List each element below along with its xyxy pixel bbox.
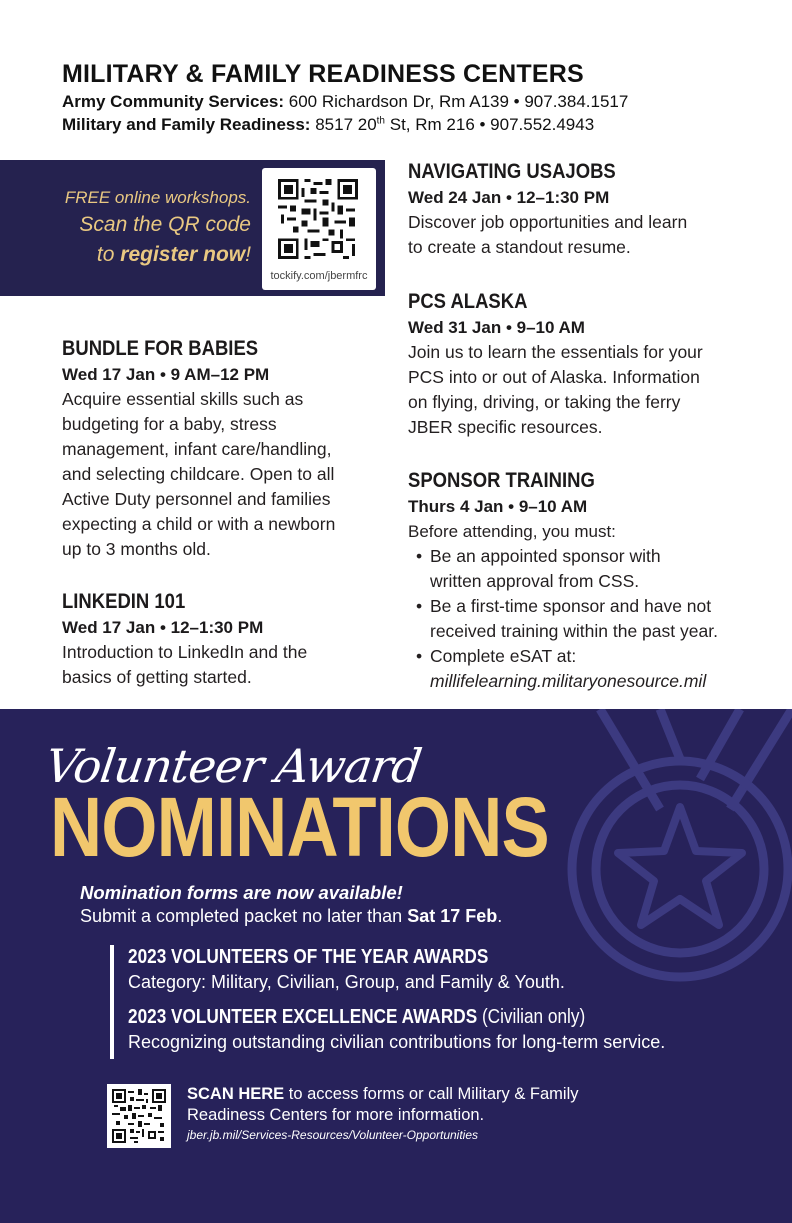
mfr-contact bbox=[62, 113, 762, 136]
register-qr-card[interactable] bbox=[262, 168, 376, 290]
scan-line-1 bbox=[187, 1084, 627, 1105]
volunteer-qr-code-icon[interactable] bbox=[107, 1084, 171, 1148]
register-now-text: register now bbox=[120, 243, 246, 266]
acs-contact bbox=[62, 90, 762, 113]
bullet-line: • Be a first-time sponsor and have not bbox=[430, 596, 712, 616]
mfr-address-post: St, Rm 216 • 907.552.4943 bbox=[389, 115, 595, 134]
page-title: MILITARY & FAMILY READINESS CENTERS bbox=[62, 60, 584, 88]
deadline-pre: Submit a completed packet no later than bbox=[80, 906, 403, 926]
qr-caption[interactable]: tockify.com/jbermfrc bbox=[270, 270, 368, 282]
description-line: to create a standout resume. bbox=[408, 237, 631, 257]
award-title-text: 2023 VOLUNTEER EXCELLENCE AWARDS bbox=[128, 1006, 478, 1028]
sponsor-requirements-list bbox=[408, 544, 788, 694]
description-line: management, infant care/handling, bbox=[62, 439, 332, 459]
event-sponsor-training bbox=[408, 467, 788, 694]
list-item bbox=[408, 644, 788, 694]
description-line: budgeting for a baby, stress bbox=[62, 414, 277, 434]
description-line: on flying, driving, or taking the ferry bbox=[408, 392, 681, 412]
promo-line-3 bbox=[11, 240, 251, 270]
bullet-line: • Be an appointed sponsor with bbox=[430, 546, 661, 566]
event-title: NAVIGATING USAJOBS bbox=[408, 160, 616, 183]
description-line: JBER specific resources. bbox=[408, 417, 603, 437]
event-title: BUNDLE FOR BABIES bbox=[62, 337, 259, 360]
description-line: basics of getting started. bbox=[62, 667, 252, 687]
description-line: Introduction to LinkedIn and the bbox=[62, 642, 308, 662]
description-line: Join us to learn the essentials for your bbox=[408, 342, 703, 362]
acs-details: 600 Richardson Dr, Rm A139 • 907.384.1517 bbox=[288, 92, 629, 111]
nominations-title: NOMINATIONS bbox=[50, 780, 549, 874]
event-date: Thurs 4 Jan • 9–10 AM bbox=[408, 497, 588, 516]
list-item bbox=[408, 594, 788, 644]
event-title: LINKEDIN 101 bbox=[62, 590, 186, 613]
event-description bbox=[62, 387, 382, 562]
award-volunteers-of-year-desc: Category: Military, Civilian, Group, and Family & Youth. bbox=[128, 972, 565, 992]
event-description bbox=[408, 210, 788, 260]
volunteer-award-script-title: Volunteer Award bbox=[42, 739, 425, 793]
scan-line-1-rest: to access forms or call Military & Family bbox=[288, 1085, 579, 1103]
promo-line-3-post: ! bbox=[245, 243, 251, 266]
workshop-promo bbox=[0, 160, 385, 296]
event-title: PCS ALASKA bbox=[408, 290, 528, 313]
event-navigating-usajobs bbox=[408, 158, 788, 260]
bullet-line: received training within the past year. bbox=[430, 621, 718, 641]
esat-link[interactable]: millifelearning.militaryonesource.mil bbox=[430, 671, 707, 691]
scan-line-2: Readiness Centers for more information. bbox=[187, 1106, 485, 1124]
sponsor-intro: Before attending, you must: bbox=[408, 522, 616, 541]
event-bundle-for-babies bbox=[62, 335, 382, 562]
volunteer-award-section bbox=[0, 709, 792, 1223]
promo-line-2: Scan the QR code bbox=[79, 213, 251, 236]
nomination-available-text: Nomination forms are now available! bbox=[80, 882, 403, 903]
event-date: Wed 17 Jan • 12–1:30 PM bbox=[62, 618, 264, 637]
scan-instructions bbox=[187, 1084, 627, 1144]
award-volunteer-excellence-desc: Recognizing outstanding civilian contributions for long-term service. bbox=[128, 1032, 666, 1052]
promo-line-3-pre: to bbox=[96, 243, 115, 266]
awards-list bbox=[110, 945, 665, 1059]
deadline-post: . bbox=[497, 906, 503, 926]
description-line: up to 3 months old. bbox=[62, 539, 211, 559]
award-volunteer-excellence-title bbox=[128, 1005, 590, 1029]
bullet-line: • Complete eSAT at: bbox=[430, 646, 577, 666]
bullet-line: written approval from CSS. bbox=[430, 571, 640, 591]
event-linkedin-101 bbox=[62, 588, 382, 690]
mfr-address-sup: th bbox=[376, 115, 385, 127]
description-line: expecting a child or with a newborn bbox=[62, 514, 336, 534]
event-description bbox=[408, 340, 788, 440]
description-line: and selecting childcare. Open to all bbox=[62, 464, 335, 484]
event-pcs-alaska bbox=[408, 288, 788, 440]
description-line: PCS into or out of Alaska. Information bbox=[408, 367, 700, 387]
event-date: Wed 24 Jan • 12–1:30 PM bbox=[408, 188, 610, 207]
event-date: Wed 17 Jan • 9 AM–12 PM bbox=[62, 365, 270, 384]
event-date: Wed 31 Jan • 9–10 AM bbox=[408, 318, 585, 337]
description-line: Acquire essential skills such as bbox=[62, 389, 304, 409]
award-volunteers-of-year-title: 2023 VOLUNTEERS OF THE YEAR AWARDS bbox=[128, 946, 489, 968]
deadline-date: Sat 17 Feb bbox=[407, 906, 498, 926]
event-title: SPONSOR TRAINING bbox=[408, 469, 595, 492]
volunteer-url-link[interactable]: jber.jb.mil/Services-Resources/Volunteer-Opportunities bbox=[187, 1128, 479, 1142]
event-description bbox=[62, 640, 382, 690]
promo-text bbox=[11, 186, 251, 270]
submission-deadline bbox=[80, 906, 502, 927]
acs-label: Army Community Services: bbox=[62, 92, 285, 111]
promo-line-1: FREE online workshops. bbox=[64, 188, 251, 207]
description-line: Active Duty personnel and families bbox=[62, 489, 331, 509]
description-line: Discover job opportunities and learn bbox=[408, 212, 688, 232]
header bbox=[62, 58, 762, 136]
list-item bbox=[408, 544, 788, 594]
scan-here-label: SCAN HERE bbox=[187, 1085, 285, 1103]
award-note: (Civilian only) bbox=[481, 1006, 586, 1028]
mfr-label: Military and Family Readiness: bbox=[62, 115, 311, 134]
register-qr-code-icon[interactable] bbox=[275, 176, 361, 262]
mfr-address-pre: 8517 20 bbox=[315, 115, 377, 134]
